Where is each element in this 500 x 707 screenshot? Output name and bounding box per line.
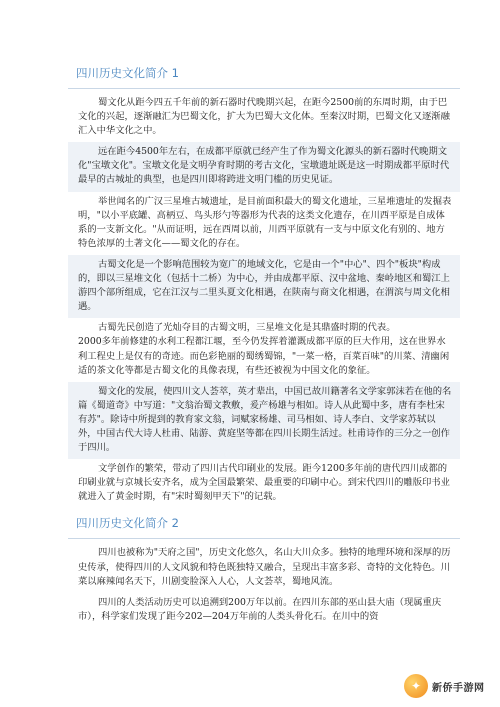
paragraph: 2000多年前修建的水利工程都江堰，至今仍发挥着灌溉成都平原的巨大作用，这在世界水利工程史上是仅有的奇迹。而色彩艳丽的蜀绣蜀锦，"一菜一格，百菜百味"的川菜、清幽闲适的茶文化等都是古蜀文化的具像表现，有些还被视为中国文化的象征。	[78, 336, 450, 376]
section-heading: 四川历史文化简介 2	[76, 516, 179, 531]
paragraph: 四川也被称为"天府之国"，历史文化悠久，名山大川众多。独特的地理环境和深厚的历史传承，使得四川的人文风貌和特色既独特又融合，呈现出丰富多彩、奇特的文化特色。川菜以麻辣闻名天下，川剧变脸深入人心，人文荟萃，蜀地风流。	[78, 547, 451, 587]
section-divider	[68, 88, 460, 89]
paragraph-block	[68, 142, 460, 191]
paragraph-block	[68, 255, 460, 318]
paragraph: 举世闻名的广汉三星堆古城遗址，是目前面积最大的蜀文化遗址，三星堆遗址的发掘表明，"以小平底罐、高柄豆、鸟头形勺等器形为代表的这类文化遗存，在川西平原是自成体系的一支新文化。"从而证明，远在西周以前，川西平原就有一支与中原文化有别的、地方特色浓厚的土著文化——蜀文化的存在。	[78, 195, 452, 249]
logo-icon: ✦	[404, 674, 428, 698]
paragraph-block	[68, 543, 460, 592]
paragraph-block	[68, 93, 460, 142]
paragraph-block	[68, 192, 460, 255]
paragraph: 蜀文化从距今四五千年前的新石器时代晚期兴起，在距今2500前的东周时期，由于巴文化的兴起，逐渐融汇为巴蜀文化，扩大为巴蜀大文化体。至秦汉时期，巴蜀文化又逐渐融汇入中华文化之中。	[78, 97, 450, 137]
paragraph: 蜀文化的发展，使四川文人荟萃，英才辈出，中国已故川籍著名文学家郭沫若在他的名篇《蜀道奇》中写道："文翁治蜀文教敷，爰产杨雄与相如。诗人从此蜀中多，唐有李杜宋有苏"。除诗中所提到的教育家文翁，词赋家杨雄、司马相如、诗人李白、文学家苏轼以外，中国古代大诗人杜甫、陆游、黄庭坚等都在四川长期生活过。杜甫诗作的三分之一创作于四川。	[78, 385, 452, 454]
section-divider	[68, 538, 460, 539]
paragraph-block	[68, 318, 460, 381]
section-heading: 四川历史文化简介 1	[76, 66, 179, 80]
logo-text: 新侨手游网	[432, 682, 485, 694]
paragraph: 古蜀先民创造了光灿夺目的古蜀文明，三星堆文化是其鼎盛时期的代表。	[98, 322, 396, 334]
paragraph: 文学创作的繁荣，带动了四川古代印刷业的发展。距今1200多年前的唐代四川成都的印刷业就与京城长安齐名，成为全国最繁荣、最重要的印刷中心。到宋代四川的雕版印书业就进入了黄金时期，有"宋时蜀刻甲天下"的记载。	[78, 463, 450, 503]
paragraph: 古蜀文化是一个影响范围较为宽广的地域文化，它是由一个"中心"、四个"板块"构成的，即以三星堆文化（包括十二桥）为中心，并由成都平原、汉中盆地、秦岭地区和蜀江上游四个部所组成，它在江汉与二里头夏文化相遇，在陕南与商文化相遇，在渭滨与周文化相遇。	[78, 258, 450, 313]
section-1	[68, 64, 460, 508]
paragraph: 四川的人类活动历史可以追溯到200万年以前。在四川东部的巫山县大庙（现属重庆市），科学家们发现了距今202—204万年前的人类头骨化石。在川中的资	[78, 596, 442, 622]
site-watermark-logo	[404, 673, 492, 699]
paragraph-block	[68, 459, 460, 508]
paragraph-block	[68, 593, 460, 628]
section-2	[68, 514, 460, 627]
paragraph: 远在距今4500年左右，在成都平原就已经产生了作为蜀文化源头的新石器时代晚期文化"宝墩文化"。宝墩文化是文明孕育时期的考古文化，宝墩遗址既是这一时期成都平原时代最早的古城址的典型，也是四川即将跨进文明门槛的历史见证。	[78, 146, 450, 186]
document-page	[68, 58, 460, 628]
paragraph-block	[68, 382, 460, 459]
